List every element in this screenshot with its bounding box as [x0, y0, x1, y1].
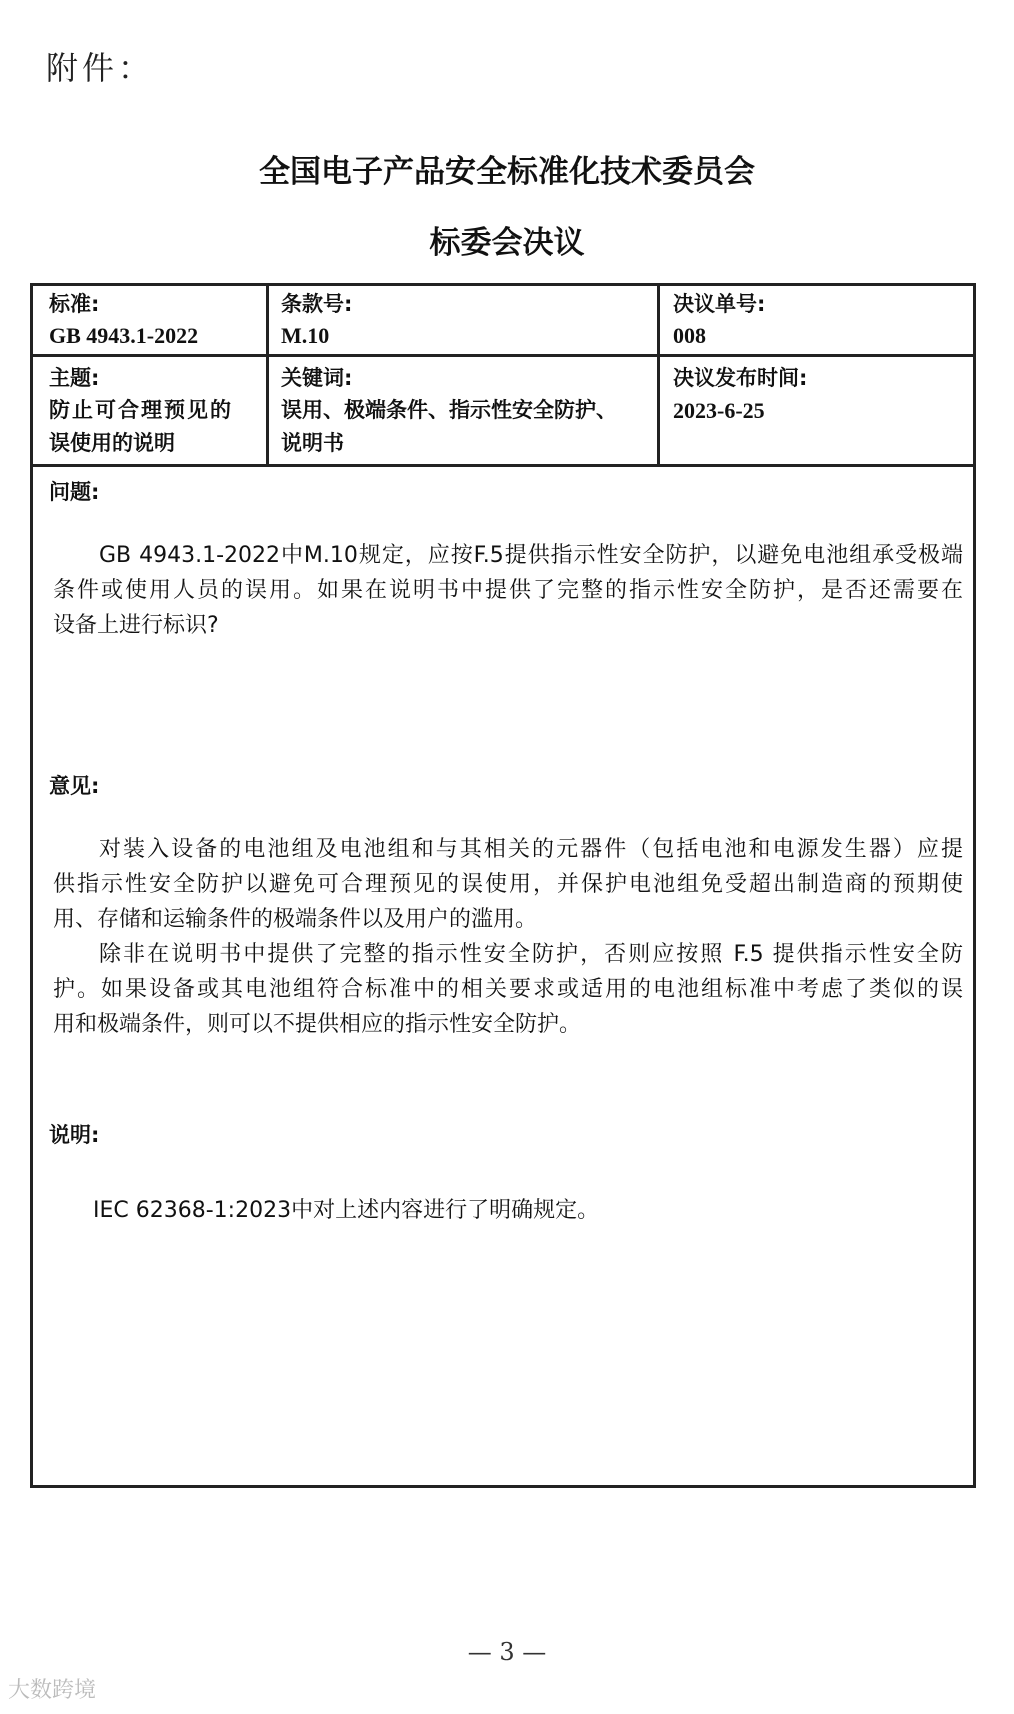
col-divider — [266, 286, 269, 464]
note-label: 说明: — [49, 1123, 100, 1147]
resolution-title: 标委会决议 — [429, 225, 585, 261]
clause-label: 条款号: — [281, 292, 353, 316]
opinion-line: 对装入设备的电池组及电池组和与其相关的元器件（包括电池和电源发生器）应提 — [99, 837, 963, 862]
subject-line: 防止可合理预见的 — [49, 398, 233, 422]
opinion-line: 用和极端条件，则可以不提供相应的指示性安全防护。 — [53, 1012, 582, 1037]
watermark: 大数跨境 — [8, 1678, 97, 1703]
resolution-no-value: 008 — [673, 323, 706, 348]
resolution-no-label: 决议单号: — [673, 292, 766, 316]
committee-title: 全国电子产品安全标准化技术委员会 — [259, 154, 755, 190]
row-divider — [33, 354, 973, 357]
opinion-label: 意见: — [49, 774, 100, 798]
row-divider — [33, 464, 973, 467]
col-divider — [657, 286, 660, 464]
opinion-line: 护。如果设备或其电池组符合标准中的相关要求或适用的电池组标准中考虑了类似的误 — [53, 977, 963, 1002]
opinion-line: 用、存储和运输条件的极端条件以及用户的滥用。 — [53, 907, 538, 932]
subject-line: 误使用的说明 — [49, 431, 175, 455]
attachment-label: 附件： — [46, 49, 155, 87]
keywords-line: 说明书 — [281, 431, 344, 455]
clause-value: M.10 — [281, 323, 330, 348]
resolution-table — [30, 283, 976, 1488]
question-line: GB 4943.1-2022中M.10规定，应按F.5提供指示性安全防护，以避免电池组承受极端 — [99, 543, 963, 568]
standard-value: GB 4943.1-2022 — [49, 323, 199, 348]
standard-label: 标准: — [49, 292, 100, 316]
page-number: — 3 — — [467, 1638, 547, 1666]
opinion-line: 供指示性安全防护以避免可合理预见的误使用，并保护电池组免受超出制造商的预期使 — [53, 872, 963, 897]
opinion-line: 除非在说明书中提供了完整的指示性安全防护，否则应按照 F.5 提供指示性安全防 — [99, 942, 963, 967]
question-label: 问题: — [49, 480, 100, 504]
question-line: 条件或使用人员的误用。如果在说明书中提供了完整的指示性安全防护，是否还需要在 — [53, 578, 963, 603]
date-label: 决议发布时间: — [673, 366, 808, 390]
date-value: 2023-6-25 — [673, 398, 765, 423]
keywords-line: 误用、极端条件、指示性安全防护、 — [281, 398, 617, 422]
subject-label: 主题: — [49, 366, 100, 390]
note-text: IEC 62368-1:2023中对上述内容进行了明确规定。 — [93, 1198, 600, 1223]
question-line: 设备上进行标识? — [53, 613, 219, 638]
keywords-label: 关键词: — [281, 366, 353, 390]
